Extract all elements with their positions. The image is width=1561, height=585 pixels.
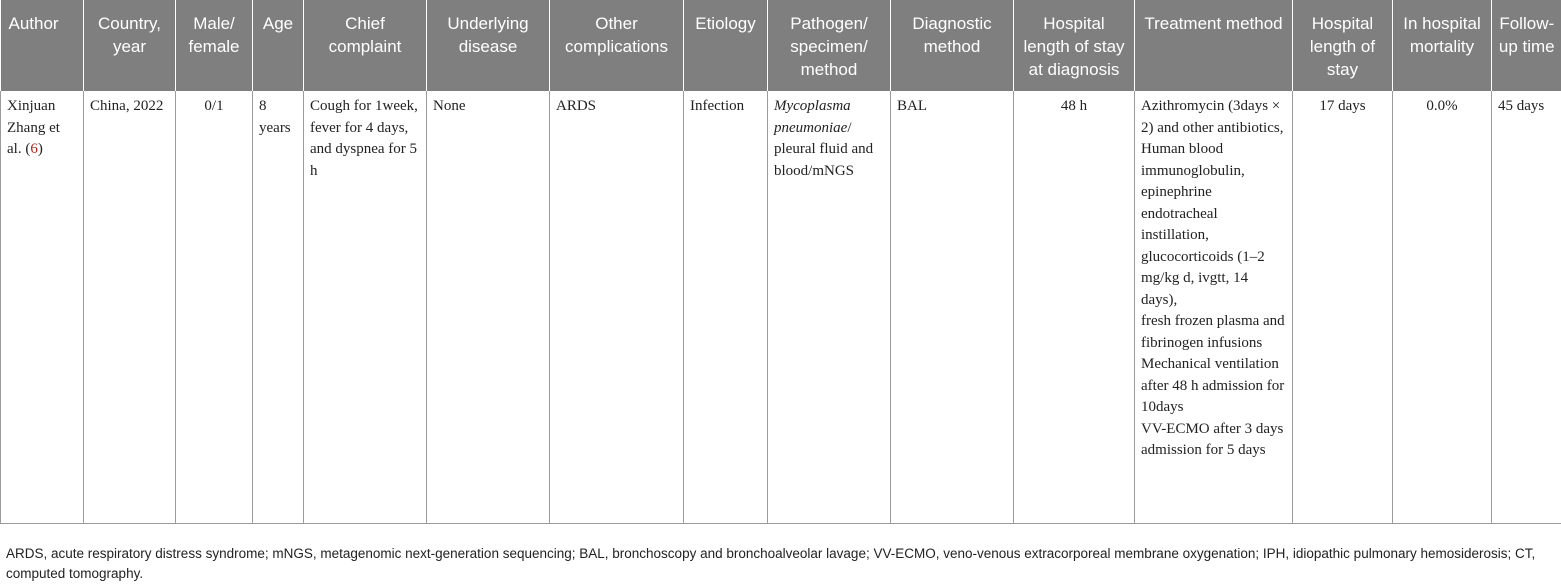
cell-age: 8 years [253, 91, 304, 523]
header-country-year: Country, year [84, 0, 176, 91]
cell-los-at-diagnosis: 48 h [1014, 91, 1135, 523]
cell-treatment-method [1135, 91, 1293, 523]
pathogen-name: Mycoplasma pneumoniae [774, 98, 851, 136]
cell-author [1, 91, 84, 523]
cell-chief-complaint: Cough for 1week, fever for 4 days, and dyspnea for 5 h [304, 91, 427, 523]
treatment-line: Azithromycin (3days × 2) and other antibiotics, [1141, 98, 1284, 136]
cell-hospital-los: 17 days [1293, 91, 1393, 523]
cell-country-year: China, 2022 [84, 91, 176, 523]
treatment-line: fresh frozen plasma and fibrinogen infusions [1141, 313, 1285, 351]
header-other-complications: Other complications [550, 0, 684, 91]
cell-sex: 0/1 [176, 91, 253, 523]
treatment-line: Mechanical ventilation after 48 h admission for 10days [1141, 356, 1285, 415]
cell-mortality: 0.0% [1393, 91, 1492, 523]
header-row [1, 0, 1561, 91]
table-footnote: ARDS, acute respiratory distress syndrome; mNGS, metagenomic next-generation sequencing; BAL, bronchoscopy and bronchoalveolar lavage; VV-ECMO, veno-venous extracorporeal membrane oxygenation; IPH, idiopathic pulmonary hemosiderosis; CT, computed tomography. [6, 546, 1536, 581]
author-close-paren: ) [37, 141, 43, 157]
treatment-line: Human blood immunoglobulin, epinephrine endotracheal instillation, glucocorticoids (1–2 mg/kg d, ivgtt, 14 days), [1141, 141, 1265, 308]
header-age: Age [253, 0, 304, 91]
header-sex: Male/ female [176, 0, 253, 91]
header-treatment-method: Treatment method [1135, 0, 1293, 91]
header-los-at-diagnosis: Hospital length of stay at diagnosis [1014, 0, 1135, 91]
cell-etiology: Infection [684, 91, 768, 523]
header-chief-complaint: Chief complaint [304, 0, 427, 91]
cell-follow-up: 45 days [1492, 91, 1561, 523]
cell-other-complications: ARDS [550, 91, 684, 523]
table-row [1, 91, 1561, 523]
header-etiology: Etiology [684, 0, 768, 91]
cell-diagnostic-method: BAL [891, 91, 1014, 523]
reference-link[interactable]: 6 [30, 141, 38, 157]
header-hospital-los: Hospital length of stay [1293, 0, 1393, 91]
header-author: Author [1, 0, 84, 91]
header-mortality: In hospital mortality [1393, 0, 1492, 91]
header-diagnostic-method: Diagnostic method [891, 0, 1014, 91]
author-name: Xinjuan Zhang et al. ( [7, 98, 60, 157]
header-follow-up: Follow-up time [1492, 0, 1561, 91]
cell-pathogen [768, 91, 891, 523]
pathogen-specimen-method: / pleural fluid and blood/mNGS [774, 119, 874, 179]
header-underlying-disease: Underlying disease [427, 0, 550, 91]
treatment-line: VV-ECMO after 3 days admission for 5 days [1141, 420, 1284, 458]
cell-underlying-disease: None [427, 91, 550, 523]
header-pathogen: Pathogen/ specimen/ method [768, 0, 891, 91]
